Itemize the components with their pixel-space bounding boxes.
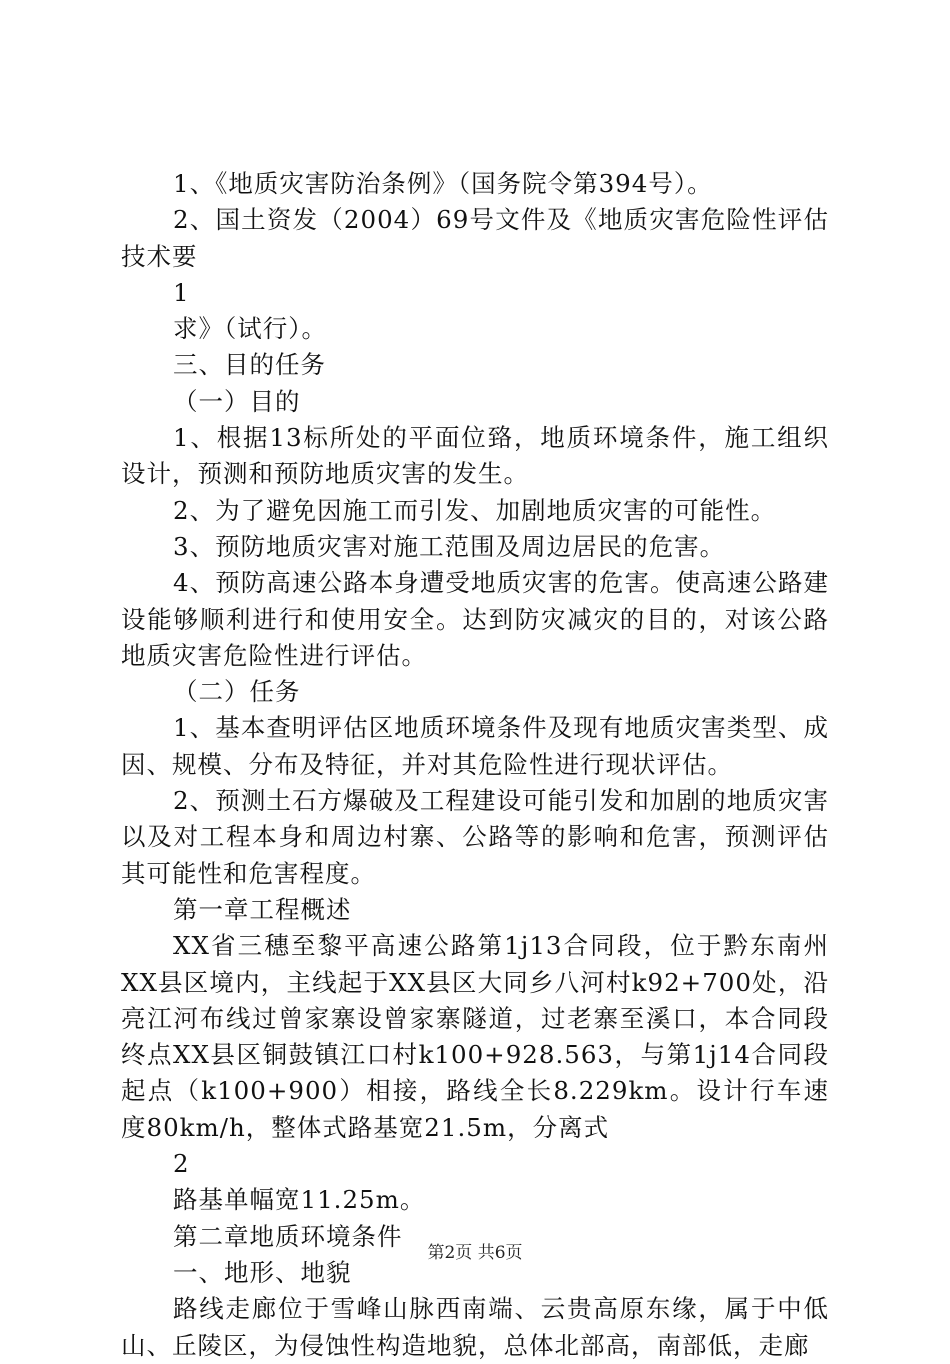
document-body: [121, 166, 829, 1364]
paragraph: 2、预测土石方爆破及工程建设可能引发和加剧的地质灾害以及对工程本身和周边村寨、公路等的影响和危害，预测评估其可能性和危害程度。: [121, 786, 829, 888]
page-break-number: 1: [173, 277, 190, 307]
paragraph: 2、国土资发（2004）69号文件及《地质灾害危险性评估技术要: [121, 205, 829, 271]
paragraph: 1、根据13标所处的平面位臵，地质环境条件，施工组织设计，预测和预防地质灾害的发生。: [121, 423, 829, 489]
subsection-heading: （一）目的: [173, 386, 301, 416]
paragraph: 4、预防高速公路本身遭受地质灾害的危害。使高速公路建设能够顺利进行和使用安全。达到防灾减灾的目的，对该公路地质灾害危险性进行评估。: [121, 568, 829, 670]
section-heading: 三、目的任务: [173, 350, 326, 380]
paragraph: 路基单幅宽11.25m。: [173, 1185, 426, 1215]
section-heading: 一、地形、地貌: [173, 1257, 352, 1287]
page-break-number: 2: [173, 1149, 190, 1179]
paragraph: 2、为了避免因施工而引发、加剧地质灾害的可能性。: [173, 495, 777, 525]
chapter-heading: 第二章地质环境条件: [173, 1221, 403, 1251]
paragraph: 1、基本查明评估区地质环境条件及现有地质灾害类型、成因、规模、分布及特征，并对其危险性进行现状评估。: [121, 713, 829, 779]
page-footer: 第2页 共6页: [427, 1243, 523, 1263]
paragraph: XX省三穗至黎平高速公路第1j13合同段，位于黔东南州XX县区境内，主线起于XX县区大同乡八河村k92+700处，沿亮江河布线过曾家寨设曾家寨隧道，过老寨至溪口，本合同段终点XX县区铜鼓镇江口村k100+928.563，与第1j14合同段起点（k100+900）相接，路线全长8.229km。设计行车速度80km/h，整体式路基宽21.5m，分离式: [121, 931, 829, 1142]
paragraph: 路线走廊位于雪峰山脉西南端、云贵高原东缘，属于中低山、丘陵区，为侵蚀性构造地貌，总体北部高，南部低，走廊: [121, 1294, 829, 1360]
paragraph: 求》（试行）。: [173, 314, 327, 344]
paragraph: 1、《地质灾害防治条例》（国务院令第394号）。: [173, 169, 713, 198]
chapter-heading: 第一章工程概述: [173, 894, 352, 924]
subsection-heading: （二）任务: [173, 677, 301, 707]
paragraph: 3、预防地质灾害对施工范围及周边居民的危害。: [173, 531, 726, 561]
